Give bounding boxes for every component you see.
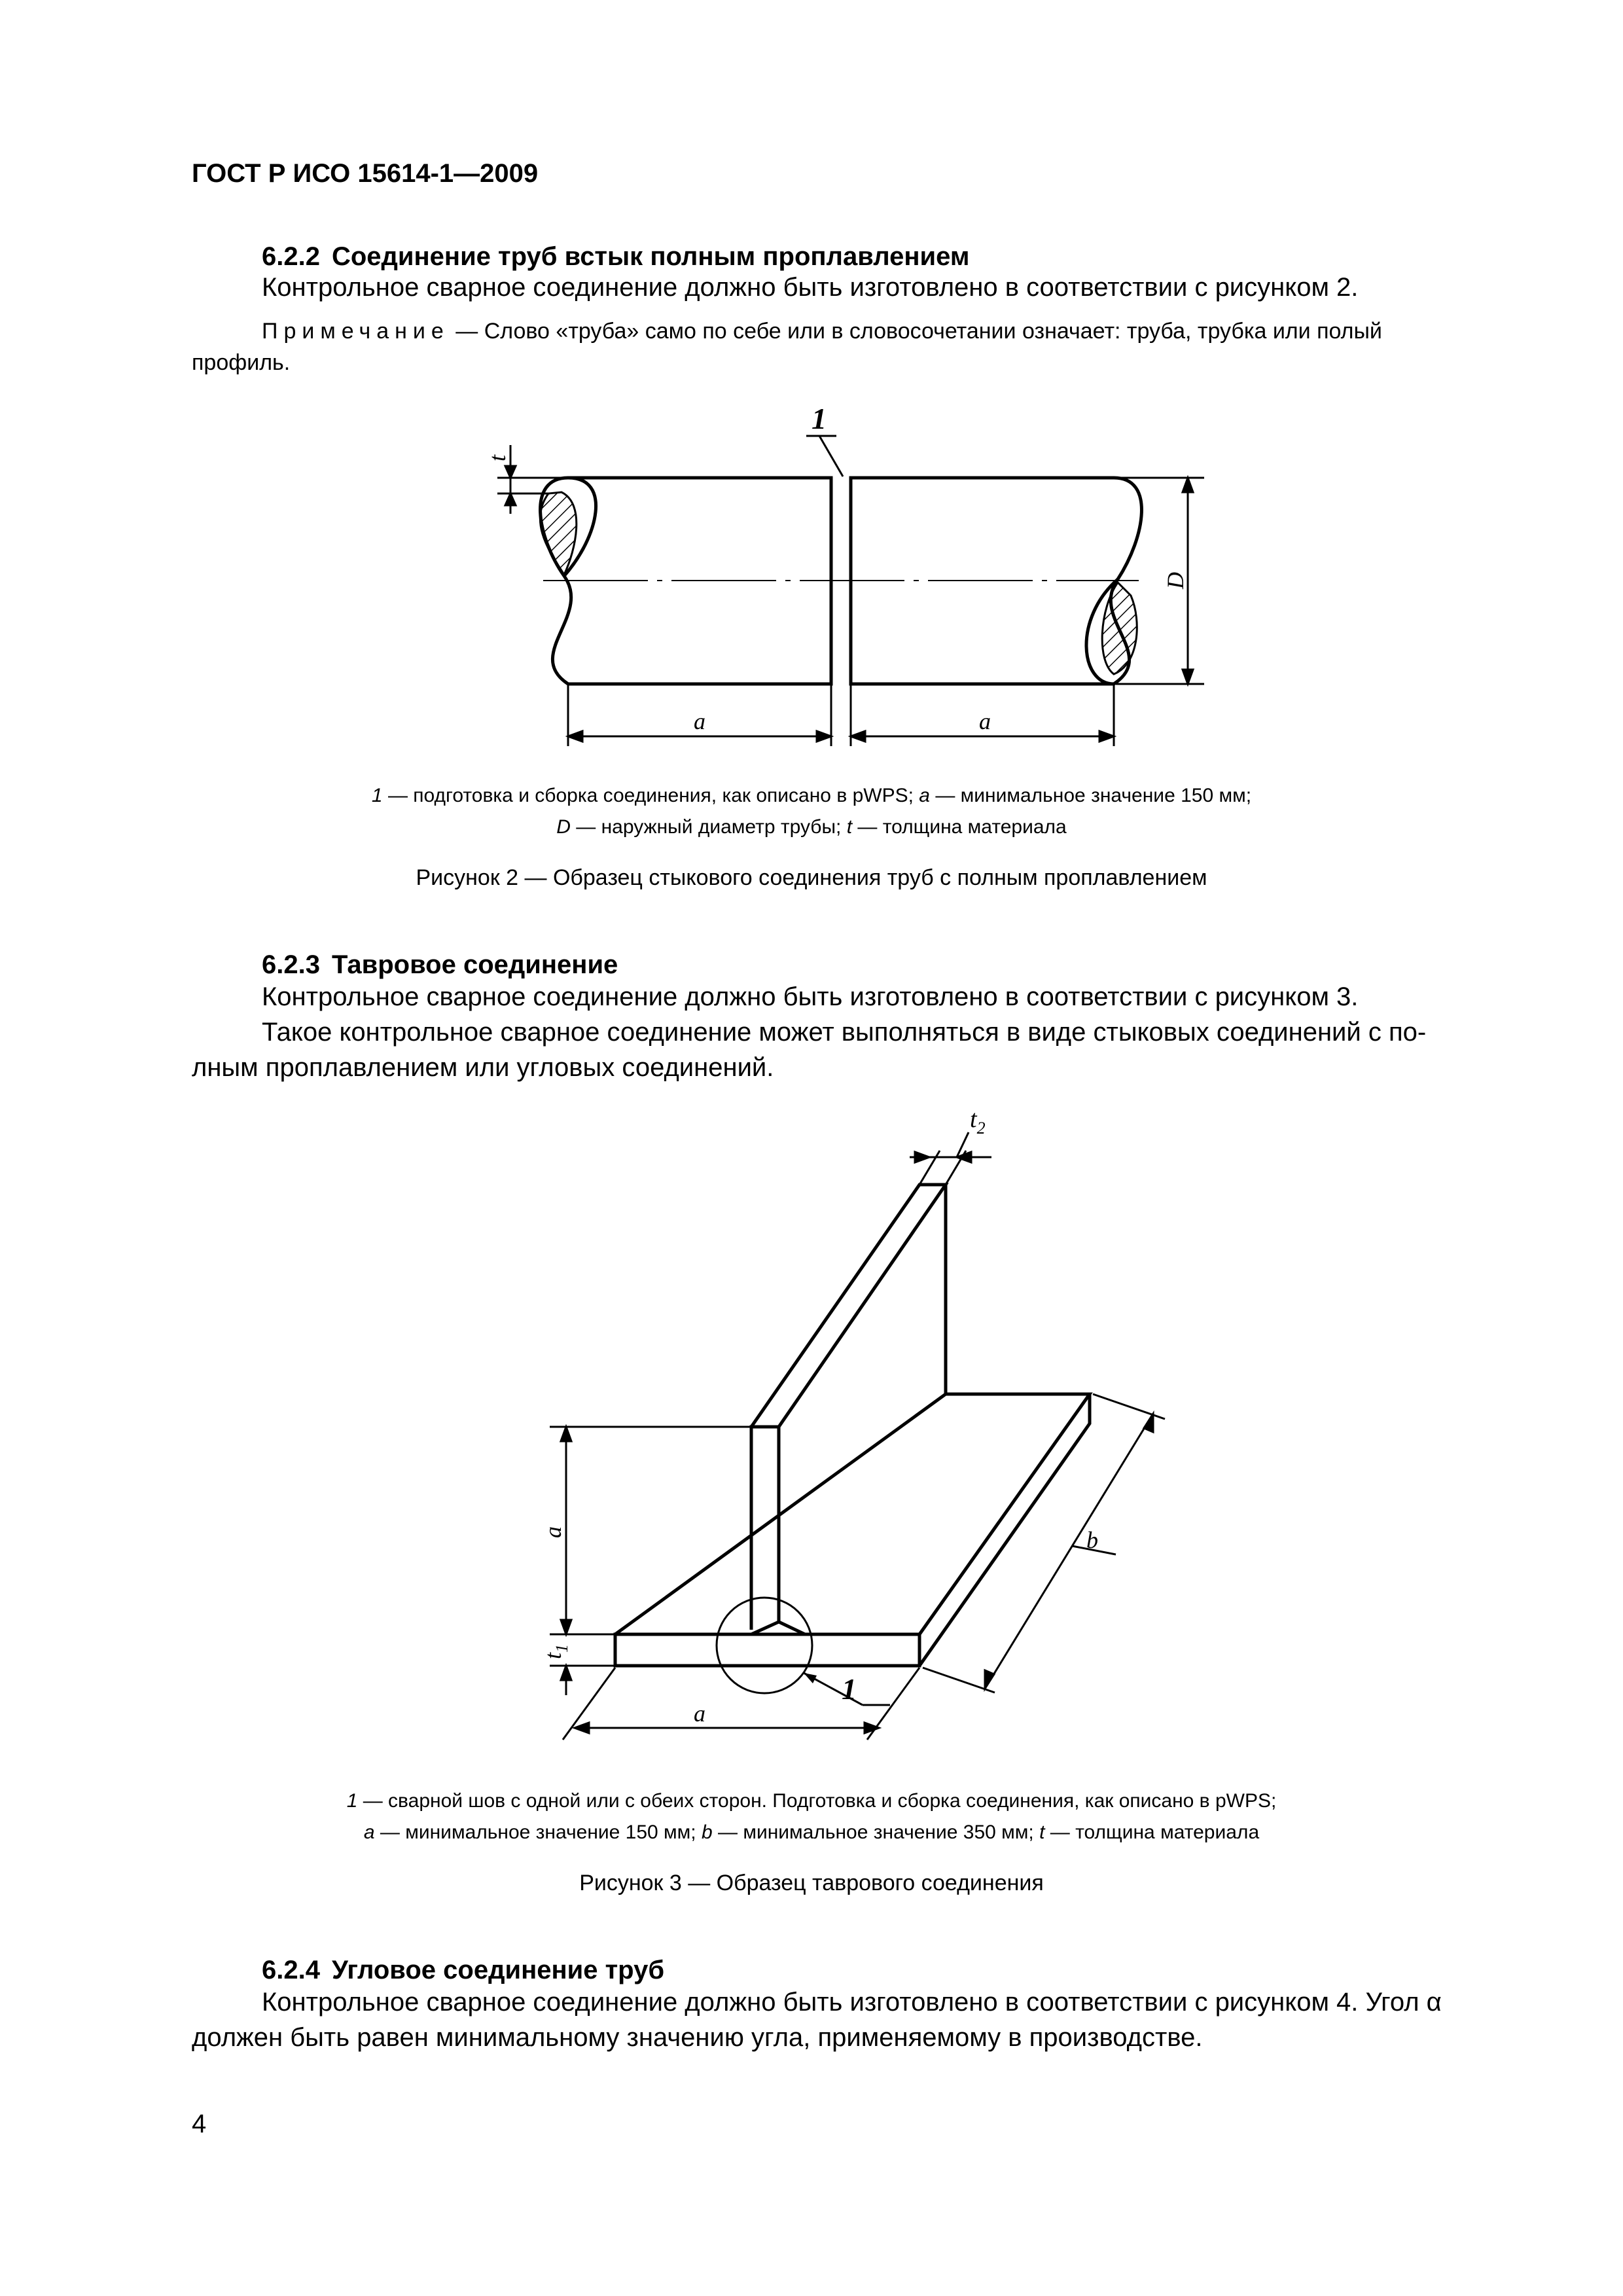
t2-label: $t_2$ [970,1105,986,1138]
legend-symbol: t [1039,1821,1045,1843]
t2-dimension [910,1132,991,1185]
marker-1-label: 1 [842,1672,857,1706]
section-6-2-2-heading [262,242,969,272]
section-title: Тавровое соединение [331,950,618,979]
legend-text: — подготовка и сборка соединения, как описано в pWPS; [382,785,919,806]
section-number: 6.2.3 [262,950,320,979]
section-6-2-3-heading [262,950,618,980]
legend-text: — сварной шов с одной или с обеих сторон. Подготовка и сборка соединения, как описано в pWPS; [357,1790,1277,1812]
a-left-label: a [694,708,705,734]
figure-2-legend-line-2 [0,812,1623,843]
a-vertical-dimension [550,1427,751,1695]
figure-2-legend [0,780,1623,843]
note-line-2: профиль. [192,350,291,375]
section-title: Угловое соединение труб [331,1956,665,1984]
b-label: b [1086,1527,1098,1553]
legend-text: — толщина материала [852,816,1067,838]
left-section-hatch [540,492,576,575]
section-6-2-3-paragraph-1: Контрольное сварное соединение должно быть изготовлено в соответствии с рисунком 3. [262,982,1359,1011]
legend-symbol: 1 [346,1790,358,1812]
right-section-hatch [1102,583,1137,674]
t-joint-body [615,1185,1090,1666]
b-dimension [923,1394,1165,1693]
figure-2-caption: Рисунок 2 — Образец стыкового соединения труб с полным проплавлением [416,865,1207,890]
legend-symbol: 1 [371,785,383,806]
legend-text: — толщина материала [1044,1821,1260,1843]
note-line-1 [262,315,1382,347]
d-label: D [1162,572,1188,589]
figure-2-legend-line-1 [0,780,1623,812]
legend-symbol: a [363,1821,375,1843]
figure-3-legend-line-2 [0,1817,1623,1848]
legend-symbol: D [556,816,571,838]
legend-text: — наружный диаметр трубы; [570,816,847,838]
a-right-label: a [979,708,991,734]
figure-3-caption: Рисунок 3 — Образец таврового соединения [579,1871,1044,1895]
t1-label: $t_1$ [540,1643,571,1659]
a-horizontal-label: a [694,1700,705,1727]
section-title: Соединение труб встык полным проплавлением [331,242,970,271]
section-6-2-4-paragraph-line-1: Контрольное сварное соединение должно быть изготовлено в соответствии с рисунком 4. Угол α [262,1988,1442,2017]
section-6-2-3-paragraph-2-line-2: лным проплавлением или угловых соединений. [192,1053,774,1082]
legend-text: — минимальное значение 150 мм; [374,1821,702,1843]
document-header: ГОСТ Р ИСО 15614-1—2009 [192,159,539,188]
figure-2-pipe-butt-joint [0,386,1623,792]
section-number: 6.2.2 [262,242,320,271]
legend-text: — минимальное значение 350 мм; [712,1821,1040,1843]
figure-3-t-joint [0,1100,1623,1754]
legend-symbol: b [701,1821,713,1843]
t-label: t [484,454,510,461]
a-horizontal-dimension [563,1668,919,1740]
marker-1-leader [819,436,843,476]
note-text: — Слово «труба» само по себе или в словосочетании означает: труба, трубка или полый [449,319,1382,344]
section-number: 6.2.4 [262,1956,320,1984]
figure-3-legend [0,1785,1623,1848]
weld-detail-circle [717,1598,812,1693]
note-label: Примечание [262,319,450,344]
figure-3-legend-line-1 [0,1785,1623,1817]
section-6-2-4-heading [262,1956,664,1985]
legend-text: — минимальное значение 150 мм; [929,785,1252,806]
section-6-2-2-paragraph: Контрольное сварное соединение должно быть изготовлено в соответствии с рисунком 2. [262,273,1359,302]
section-6-2-4-paragraph-line-2: должен быть равен минимальному значению угла, применяемому в производстве. [192,2023,1203,2052]
a-dimensions [568,684,1114,746]
a-vertical-label: a [540,1526,566,1538]
legend-symbol: a [919,785,930,806]
marker-1-label: 1 [812,402,827,435]
section-6-2-3-paragraph-2-line-1: Такое контрольное сварное соединение может выполняться в виде стыковых соединений с по- [262,1018,1427,1047]
legend-symbol: t [846,816,853,838]
page-number: 4 [192,2109,207,2138]
